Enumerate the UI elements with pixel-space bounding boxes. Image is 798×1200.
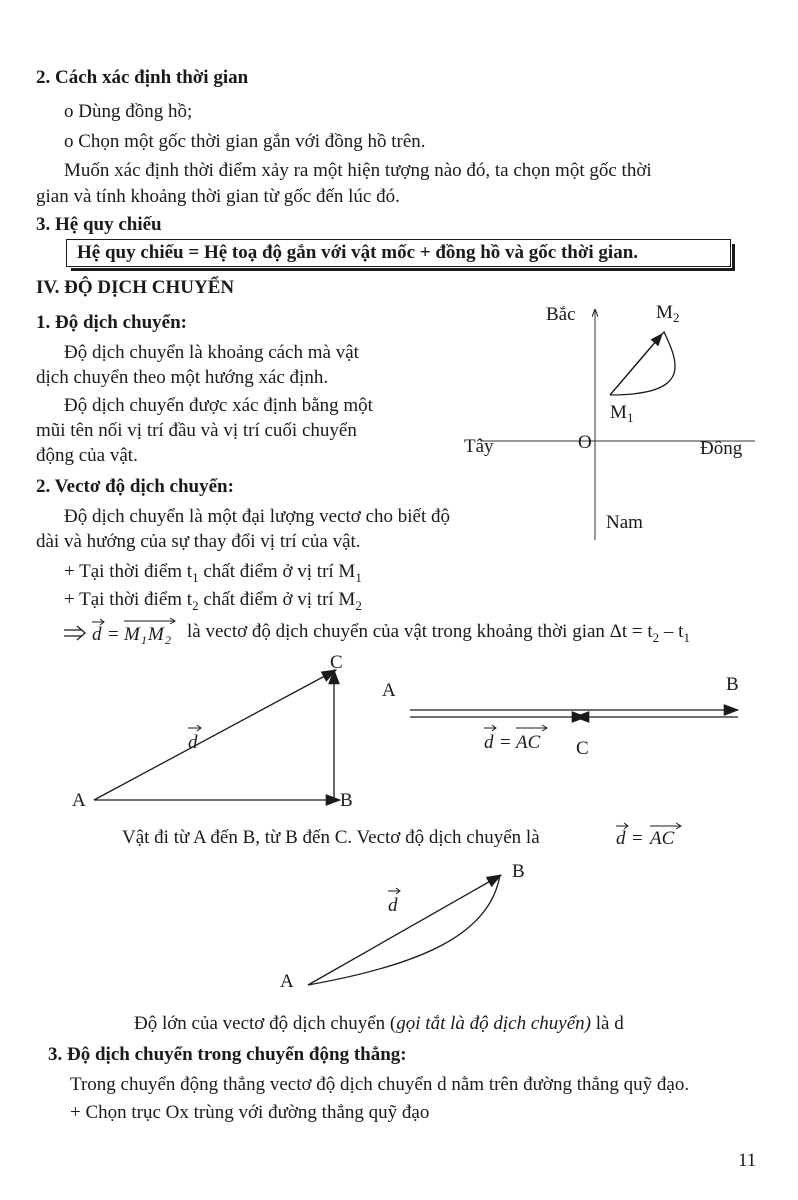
paragraph-line: Độ dịch chuyển được xác định bằng một — [64, 395, 373, 416]
label-d: d — [188, 732, 198, 753]
paragraph-line: Trong chuyển động thẳng vectơ độ dịch chuyển d nằm trên đường thẳng quỹ đạo. — [70, 1074, 690, 1095]
section-heading-reference-frame: 3. Hệ quy chiếu — [36, 214, 162, 235]
figure-caption — [134, 1012, 624, 1036]
formula-description — [187, 620, 690, 650]
label-c: C — [576, 738, 589, 759]
label-b: B — [340, 790, 353, 811]
list-item: o Chọn một gốc thời gian gắn với đồng hồ trên. — [64, 131, 426, 152]
eq-d: d — [484, 732, 494, 753]
list-item — [64, 560, 362, 590]
item-text: + Tại thời điểm t — [64, 561, 193, 582]
formula-vector — [64, 612, 194, 652]
paragraph-line: Độ dịch chuyển là một đại lượng vectơ cho biết độ — [64, 506, 451, 527]
paragraph-line: Độ dịch chuyển là khoảng cách mà vật — [64, 342, 359, 363]
page-number: 11 — [738, 1150, 757, 1171]
paragraph-line: dài và hướng của sự thay đổi vị trí của vật. — [36, 531, 361, 552]
label-b: B — [512, 861, 525, 882]
section-heading-time: 2. Cách xác định thời gian — [36, 67, 249, 88]
formula-d: d — [92, 624, 102, 645]
definition-box: Hệ quy chiếu = Hệ toạ độ gắn với vật mốc + đồng hồ và gốc thời gian. — [66, 239, 731, 267]
formula-text: là vectơ độ dịch chuyển của vật trong khoảng thời gian Δt = t — [187, 621, 653, 642]
paragraph-line: gian và tính khoảng thời gian từ gốc đến lúc đó. — [36, 186, 400, 207]
paragraph-line: động của vật. — [36, 445, 138, 466]
caption-eq: = — [632, 828, 643, 849]
label-north: Bắc — [546, 304, 576, 325]
label-m1-sub: 1 — [627, 410, 634, 425]
label-a: A — [280, 971, 294, 992]
caption-vector — [612, 820, 692, 854]
label-origin: O — [578, 432, 592, 453]
subscript: 1 — [192, 569, 199, 585]
subscript: 1 — [683, 629, 690, 645]
subscript: 2 — [192, 597, 199, 613]
caption-ac: AC — [650, 828, 675, 849]
label-b: B — [726, 674, 739, 695]
paragraph-line: mũi tên nối vị trí đầu và vị trí cuối chuyển — [36, 420, 357, 441]
item-text: chất điểm ở vị trí M — [198, 589, 356, 610]
eq-sign: = — [500, 732, 511, 753]
label-m1: M — [610, 402, 627, 423]
label-south: Nam — [606, 512, 643, 533]
triangle-figure — [60, 648, 370, 818]
label-c: C — [330, 652, 343, 673]
figure-caption: Vật đi từ A đến B, từ B đến C. Vectơ độ dịch chuyển là — [122, 827, 540, 848]
subsection-heading: 3. Độ dịch chuyển trong chuyển động thẳng: — [48, 1044, 407, 1065]
formula-sub1: 1 — [141, 633, 147, 647]
subsection-heading: 1. Độ dịch chuyển: — [36, 312, 187, 333]
label-m2-sub: 2 — [673, 310, 680, 325]
formula-m2: M — [148, 624, 164, 645]
paragraph-line: Muốn xác định thời điểm xảy ra một hiện tượng nào đó, ta chọn một gốc thời — [64, 160, 652, 181]
line-figure — [370, 672, 760, 772]
trajectory-curve — [610, 332, 675, 395]
list-item: + Chọn trục Ox trùng với đường thẳng quỹ đạo — [70, 1102, 430, 1123]
compass-diagram — [450, 290, 760, 550]
formula-text: – t — [659, 621, 684, 642]
part-heading: IV. ĐỘ DỊCH CHUYỂN — [36, 277, 235, 298]
displacement-arrow — [610, 334, 662, 395]
caption-text: Độ lớn của vectơ độ dịch chuyển ( — [134, 1013, 397, 1034]
item-text: + Tại thời điểm t — [64, 589, 193, 610]
item-text: chất điểm ở vị trí M — [198, 561, 356, 582]
list-item: o Dùng đồng hồ; — [64, 101, 193, 122]
label-d: d — [388, 895, 398, 916]
curve-figure — [270, 855, 540, 995]
caption-text: là d — [590, 1013, 624, 1034]
subsection-heading: 2. Vectơ độ dịch chuyển: — [36, 476, 234, 497]
label-west: Tây — [464, 436, 494, 457]
caption-d: d — [616, 828, 626, 849]
caption-italic: gọi tắt là độ dịch chuyển) — [396, 1013, 591, 1034]
paragraph-line: dịch chuyển theo một hướng xác định. — [36, 367, 329, 388]
formula-sub2: 2 — [165, 633, 171, 647]
label-east: Đông — [700, 438, 743, 459]
formula-eq: = — [108, 624, 119, 645]
eq-ac: AC — [516, 732, 541, 753]
subscript: 1 — [355, 569, 362, 585]
formula-m1: M — [124, 624, 140, 645]
vector-ac — [94, 670, 336, 800]
label-m2: M — [656, 302, 673, 323]
label-a: A — [382, 680, 396, 701]
subscript: 2 — [355, 597, 362, 613]
displacement-arrow — [308, 875, 501, 985]
label-a: A — [72, 790, 86, 811]
subscript: 2 — [652, 629, 660, 645]
